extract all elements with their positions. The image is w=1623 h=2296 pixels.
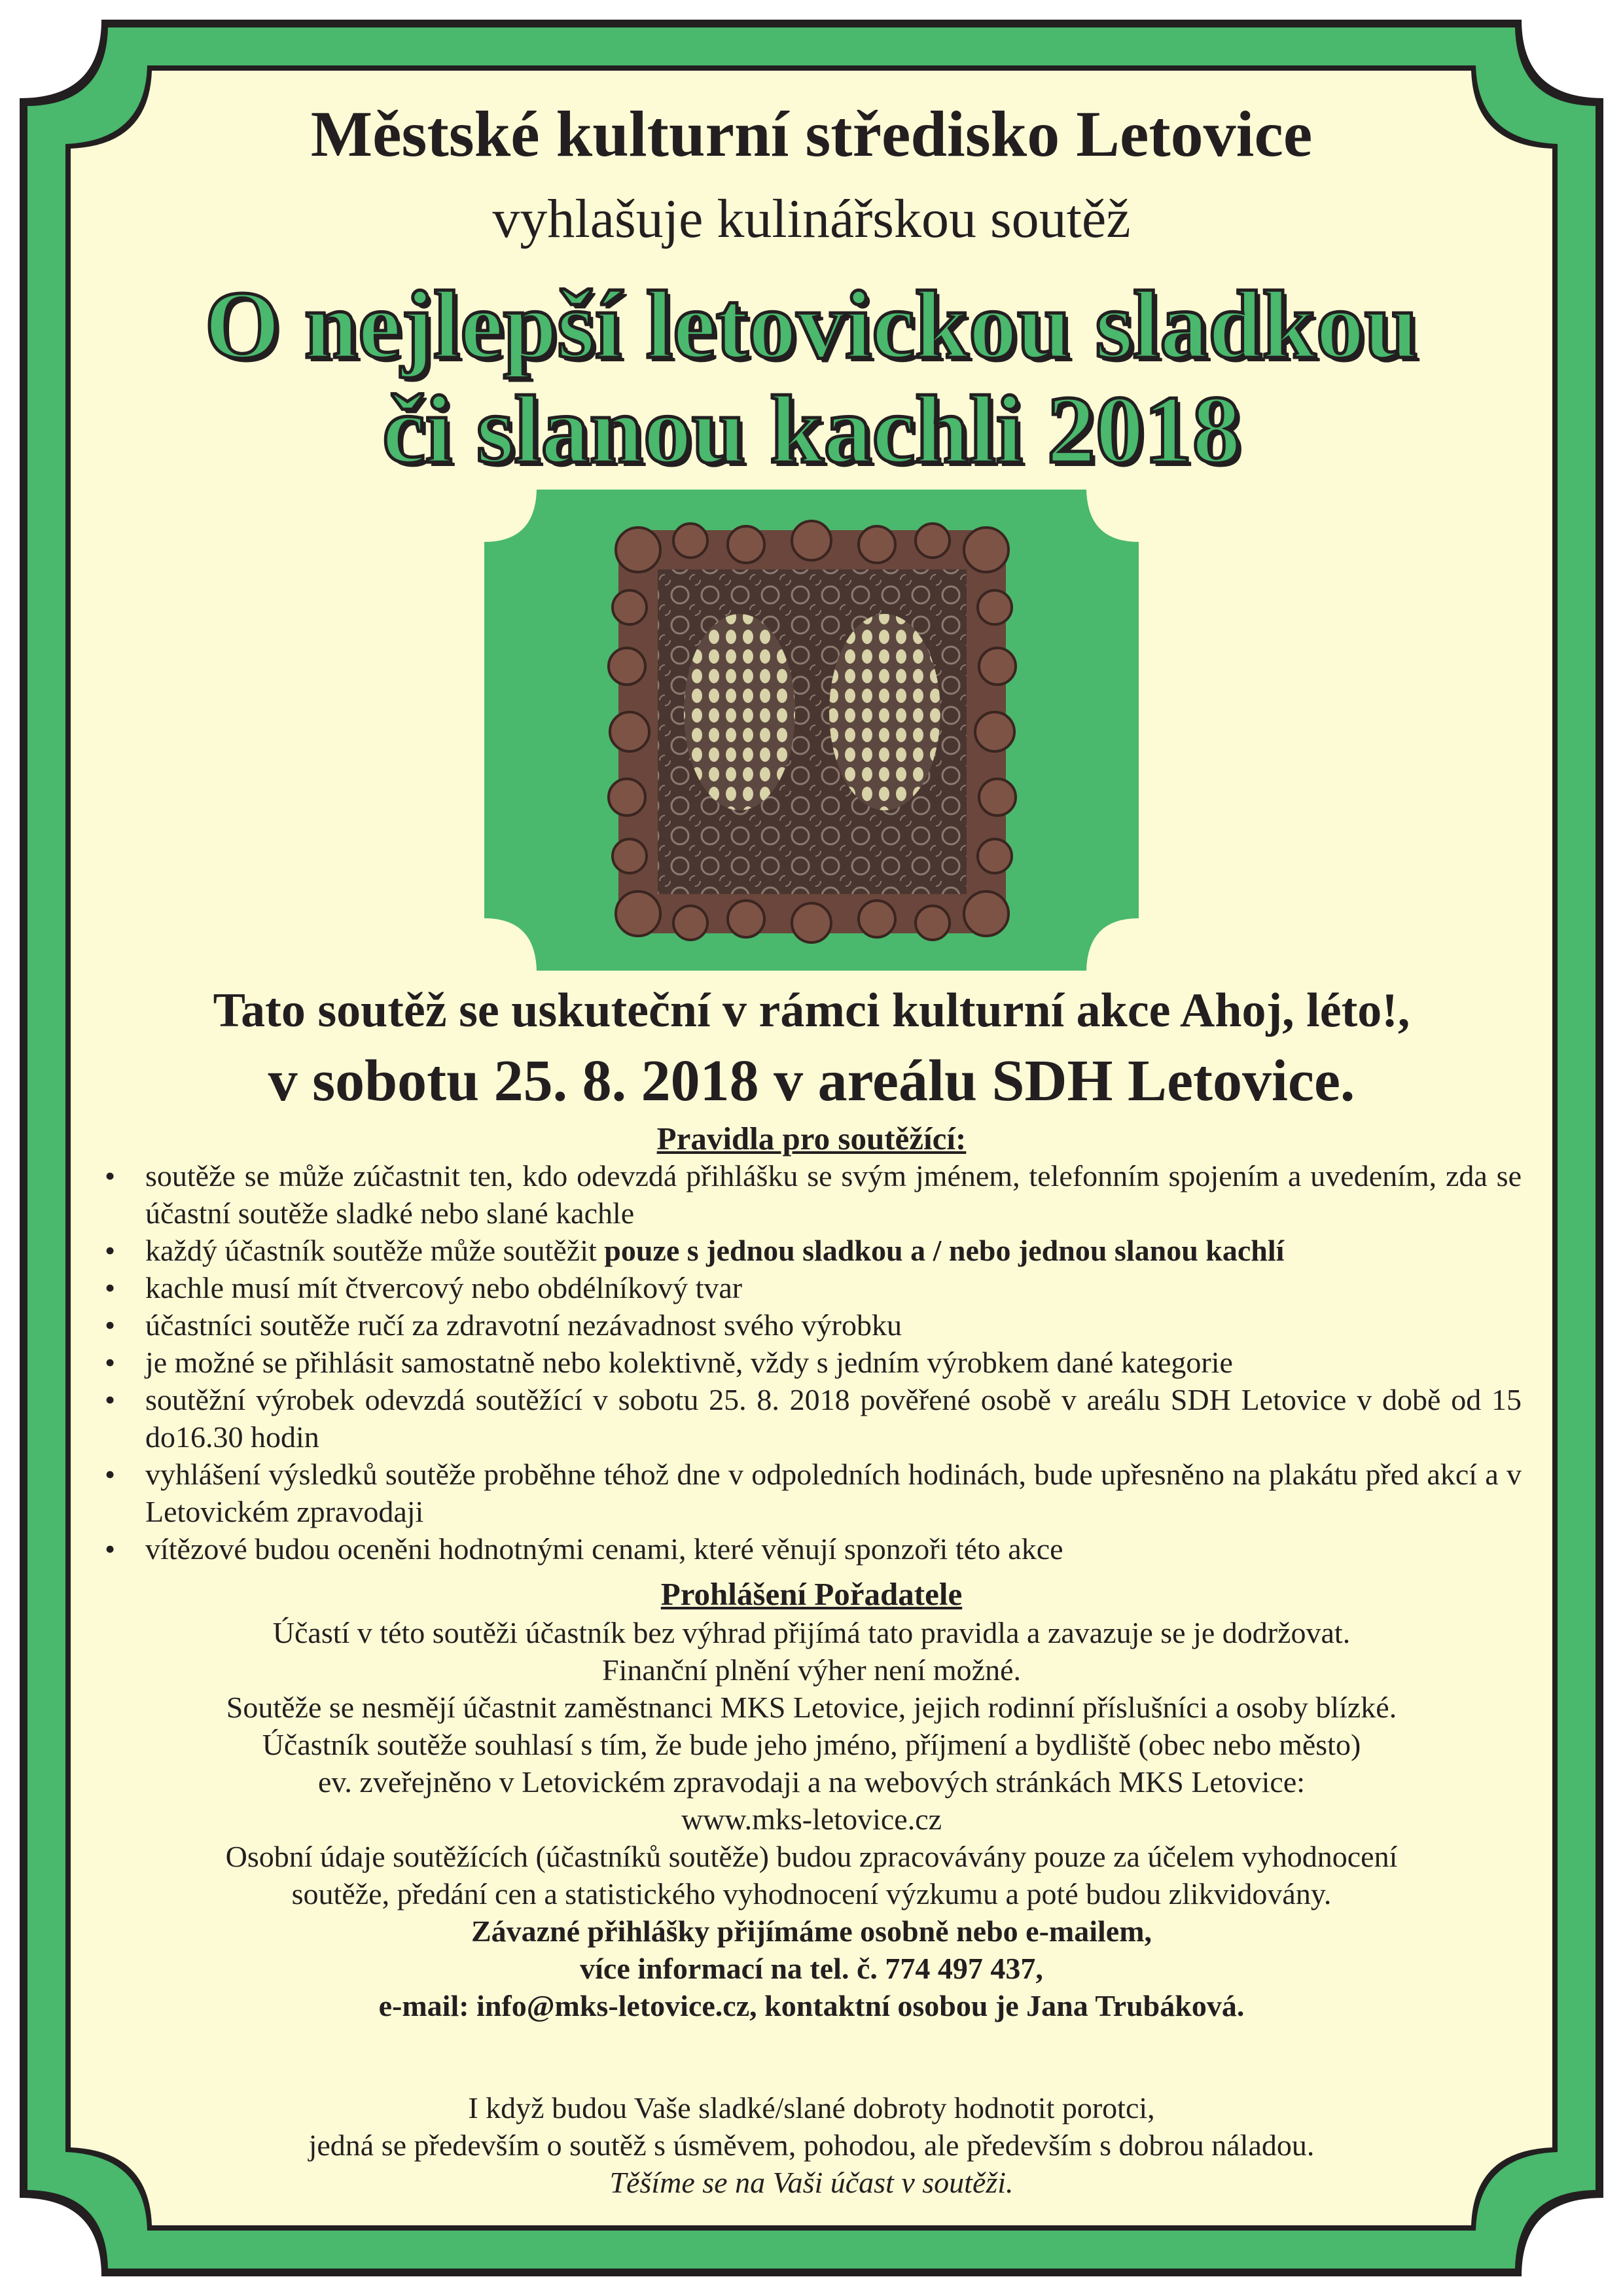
declaration-line: Účastník soutěže souhlasí s tím, že bude jeho jméno, příjmení a bydliště (obec nebo město) [262, 1728, 1361, 1761]
closing-signoff: Těšíme se na Vaši účast v soutěži. [609, 2166, 1014, 2199]
announcement-subtitle: vyhlašuje kulinářskou soutěž [492, 188, 1131, 249]
cake-lace-oval-right [829, 614, 940, 810]
bullet-icon: • [105, 1532, 116, 1566]
declaration-text [105, 1614, 1518, 2024]
competition-title-line1: O nejlepší letovickou sladkou [204, 272, 1419, 379]
bullet-icon: • [105, 1346, 116, 1379]
list-item: • soutěže se může zúčastnit ten, kdo odevzdá přihlášku se svým jménem, telefonním spojením a uvedením, zda se účastní soutěže sladké nebo slané kachle [98, 1157, 1522, 1232]
contact-line: Závazné přihlášky přijímáme osobně nebo e-mailem, [471, 1914, 1152, 1948]
website-link[interactable]: www.mks-letovice.cz [681, 1803, 942, 1836]
cake-tile-illustration [484, 490, 1139, 971]
organizer-name: Městské kulturní středisko Letovice [310, 98, 1313, 170]
event-date-location: v sobotu 25. 8. 2018 v areálu SDH Letovice. [268, 1049, 1355, 1113]
declaration-line: ev. zveřejněno v Letovickém zpravodaji a na webových stránkách MKS Letovice: [317, 1765, 1306, 1799]
bullet-icon: • [105, 1234, 116, 1267]
declaration-line: soutěže, předání cen a statistického vyhodnocení výzkumu a poté budou zlikvidovány. [291, 1877, 1332, 1910]
bullet-icon: • [105, 1159, 116, 1193]
list-item: • kachle musí mít čtvercový nebo obdélníkový tvar [98, 1269, 1522, 1306]
list-item: • je možné se přihlásit samostatně nebo kolektivně, vždy s jedním výrobkem dané kategorie [98, 1344, 1522, 1381]
contact-email[interactable]: e-mail: info@mks-letovice.cz, kontaktní osobou je Jana Trubáková. [378, 1989, 1245, 2022]
bullet-icon: • [105, 1271, 116, 1304]
declaration-line: Osobní údaje soutěžících (účastníků soutěže) budou zpracovávány pouze za účelem vyhodnocení [225, 1840, 1398, 1873]
cake-lace-oval-left [684, 614, 795, 810]
closing-line: jedná se především o soutěž s úsměvem, pohodou, ale především s dobrou náladou. [308, 2128, 1315, 2162]
closing-text [105, 2089, 1518, 2201]
rules-list [98, 1157, 1522, 1568]
list-item: • účastníci soutěže ručí za zdravotní nezávadnost svého výrobku [98, 1306, 1522, 1344]
bullet-icon: • [105, 1383, 116, 1416]
list-item: • soutěžní výrobek odevzdá soutěžící v sobotu 25. 8. 2018 pověřené osobě v areálu SDH Letovice v době od 15 do16.30 hodin [98, 1381, 1522, 1456]
declaration-line: Soutěže se nesmějí účastnit zaměstnanci MKS Letovice, jejich rodinní příslušníci a osoby blízké. [226, 1691, 1397, 1724]
declaration-line: Finanční plnění výher není možné. [601, 1653, 1021, 1687]
declaration-line: Účastí v této soutěži účastník bez výhrad přijímá tato pravidla a zavazuje se je dodržovat. [272, 1616, 1351, 1649]
closing-line: I když budou Vaše sladké/slané dobroty hodnotit porotci, [468, 2091, 1155, 2125]
bullet-icon: • [105, 1458, 116, 1491]
list-item: • každý účastník soutěže může soutěžit pouze s jednou sladkou a / nebo jednou slanou kachlí [98, 1232, 1522, 1269]
contact-phone: více informací na tel. č. 774 497 437, [580, 1952, 1043, 1985]
competition-title-line2: či slanou kachli 2018 [382, 376, 1241, 484]
bullet-icon: • [105, 1308, 116, 1342]
list-item: • vítězové budou oceněni hodnotnými cenami, které věnují sponzoři této akce [98, 1530, 1522, 1568]
event-info-line1: Tato soutěž se uskuteční v rámci kulturní akce Ahoj, léto!, [213, 984, 1410, 1037]
list-item: • vyhlášení výsledků soutěže proběhne téhož dne v odpoledních hodinách, bude upřesněno na plakátu před akcí a v Letovickém zpravodaji [98, 1456, 1522, 1530]
declaration-heading: Prohlášení Pořadatele [660, 1576, 963, 1612]
decorated-cake-tile-icon [484, 490, 1139, 971]
rules-heading: Pravidla pro soutěžící: [656, 1121, 967, 1157]
rule-emphasis: pouze s jednou sladkou a / nebo jednou slanou kachlí [604, 1234, 1285, 1267]
